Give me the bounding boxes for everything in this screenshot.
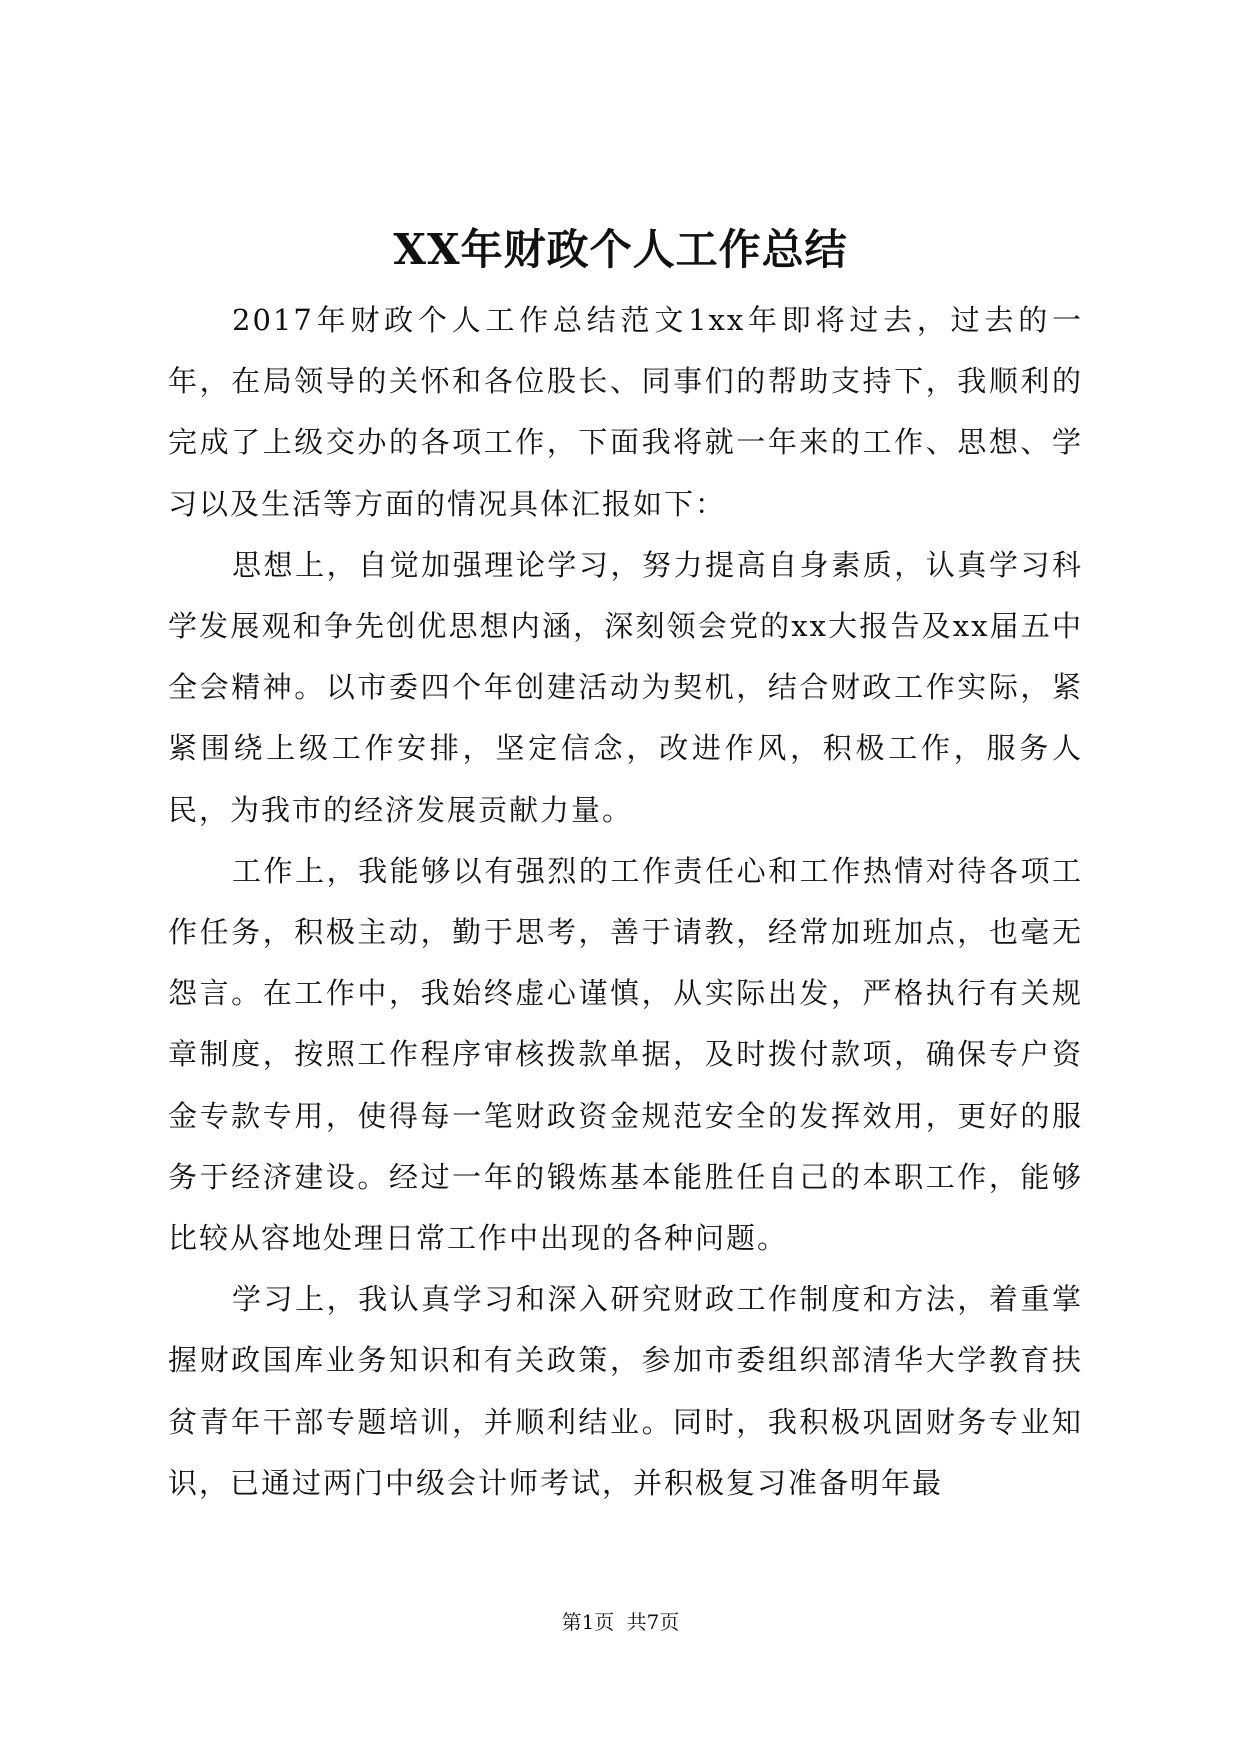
paragraph-thought: 思想上，自觉加强理论学习，努力提高自身素质，认真学习科学发展观和争先创优思想内涵，深刻领会党的xx大报告及xx届五中全会精神。以市委四个年创建活动为契机，结合财政工作实际，紧紧围绕上级工作安排，坚定信念，改进作风，积极工作，服务人民，为我市的经济发展贡献力量。 xyxy=(168,547,1083,827)
document-body xyxy=(168,290,1083,1514)
document-title: XX年财政个人工作总结 xyxy=(393,225,848,274)
page-footer xyxy=(0,1608,1241,1636)
paragraph-work: 工作上，我能够以有强烈的工作责任心和工作热情对待各项工作任务，积极主动，勤于思考，善于请教，经常加班加点，也毫无怨言。在工作中，我始终虚心谨慎，从实际出发，严格执行有关规章制度，按照工作程序审核拨款单据，及时拨付款项，确保专户资金专款专用，使得每一笔财政资金规范安全的发挥效用，更好的服务于经济建设。经过一年的锻炼基本能胜任自己的本职工作，能够比较从容地处理日常工作中出现的各种问题。 xyxy=(168,853,1083,1256)
paragraph-study: 学习上，我认真学习和深入研究财政工作制度和方法，着重掌握财政国库业务知识和有关政策，参加市委组织部清华大学教育扶贫青年干部专题培训，并顺利结业。同时，我积极巩固财务专业知识，已通过两门中级会计师考试，并积极复习准备明年最 xyxy=(168,1282,1083,1500)
paragraph-intro: 2017年财政个人工作总结范文1xx年即将过去，过去的一年，在局领导的关怀和各位股长、同事们的帮助支持下，我顺利的完成了上级交办的各项工作，下面我将就一年来的工作、思想、学习以及生活等方面的情况具体汇报如下： xyxy=(168,303,1083,521)
page-number-current: 第1页 xyxy=(561,1610,615,1634)
page-number-total: 共7页 xyxy=(626,1610,680,1634)
